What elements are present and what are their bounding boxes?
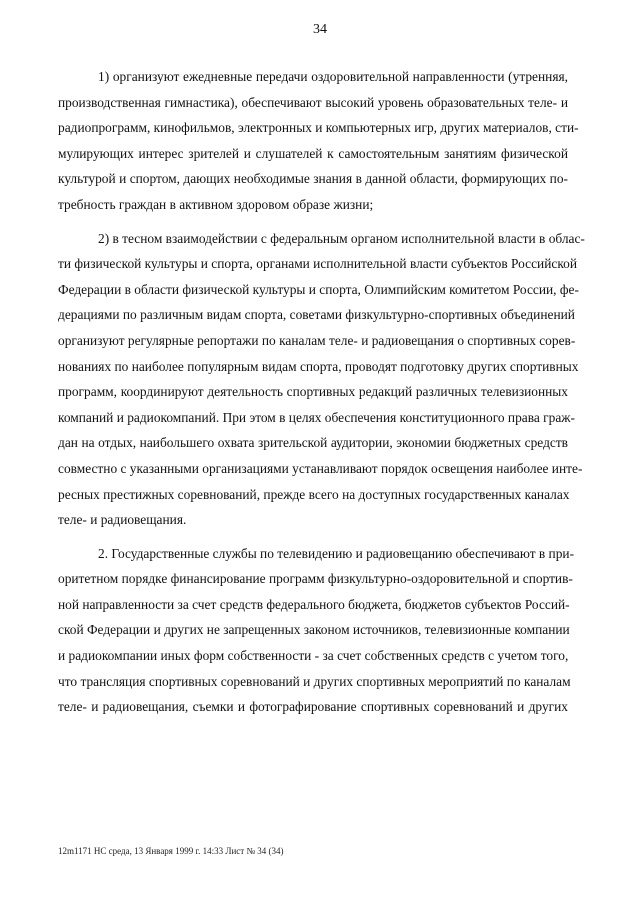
- text-line: оритетном порядке финансирование программ физкультурно-оздоровительной и спортив-: [58, 571, 573, 587]
- text-line: мулирующих интерес зрителей и слушателей к самостоятельным занятиям физической: [58, 145, 568, 161]
- paragraph-1: [58, 64, 579, 218]
- paragraph-gap: [58, 533, 568, 541]
- page-number: 34: [313, 22, 327, 37]
- paragraph-3: [58, 541, 575, 720]
- text-line: организуют регулярные репортажи по каналам теле- и радиовещания о спортивных сорев-: [58, 332, 576, 348]
- text-line: совместно с указанными организациями устанавливают порядок освещения наиболее инте-: [58, 460, 583, 476]
- text-line: ти физической культуры и спорта, органами исполнительной власти субъектов Российской: [58, 256, 578, 272]
- text-line: программ, координируют деятельность спортивных редакций различных телевизионных: [58, 384, 568, 400]
- text-line: 1) организуют ежедневные передачи оздоровительной направленности (утренняя,: [98, 69, 568, 84]
- text-line: радиопрограмм, кинофильмов, электронных и компьютерных игр, других материалов, сти-: [58, 120, 579, 136]
- text-line: культурой и спортом, дающих необходимые знания в данной области, формирующих по-: [58, 171, 568, 187]
- body-text: [58, 64, 585, 720]
- text-line: Федерации в области физической культуры и спорта, Олимпийским комитетом России, фе-: [58, 281, 579, 297]
- text-line: дан на отдых, наибольшего охвата зрительской аудитории, экономии бюджетных средств: [58, 435, 568, 451]
- text-line: дерациями по различным видам спорта, советами физкультурно-спортивных объединений: [58, 307, 575, 323]
- text-line: ской Федерации и других не запрещенных законом источников, телевизионные компании: [58, 622, 570, 638]
- text-line: ресных престижных соревнований, прежде всего на доступных государственных каналах: [58, 486, 570, 502]
- text-line: теле- и радиовещания, съемки и фотографирование спортивных соревнований и других: [58, 699, 568, 715]
- text-line: производственная гимнастика), обеспечивают высокий уровень образовательных теле- и: [58, 94, 568, 110]
- page-footer: 12m1171 НС среда, 13 Января 1999 г. 14:33 Лист № 34 (34): [58, 846, 284, 856]
- text-line: теле- и радиовещания.: [58, 512, 187, 528]
- text-line: что трансляция спортивных соревнований и других спортивных мероприятий по каналам: [58, 673, 571, 689]
- text-line: требность граждан в активном здоровом образе жизни;: [58, 196, 374, 212]
- text-line: ной направленности за счет средств федерального бюджета, бюджетов субъектов Россий-: [58, 596, 570, 612]
- text-line: и радиокомпании иных форм собственности - за счет собственных средств с учетом того,: [58, 648, 569, 664]
- text-line: 2) в тесном взаимодействии с федеральным органом исполнительной власти в облас-: [98, 230, 585, 246]
- text-line: компаний и радиокомпаний. При этом в целях обеспечения конституционного права граж-: [58, 409, 575, 425]
- text-line: нованиях по наиболее популярным видам спорта, проводят подготовку других спортивных: [58, 358, 579, 374]
- paragraph-2: [58, 226, 585, 533]
- paragraph-gap: [58, 218, 568, 226]
- text-line: 2. Государственные службы по телевидению и радиовещанию обеспечивают в при-: [98, 545, 575, 561]
